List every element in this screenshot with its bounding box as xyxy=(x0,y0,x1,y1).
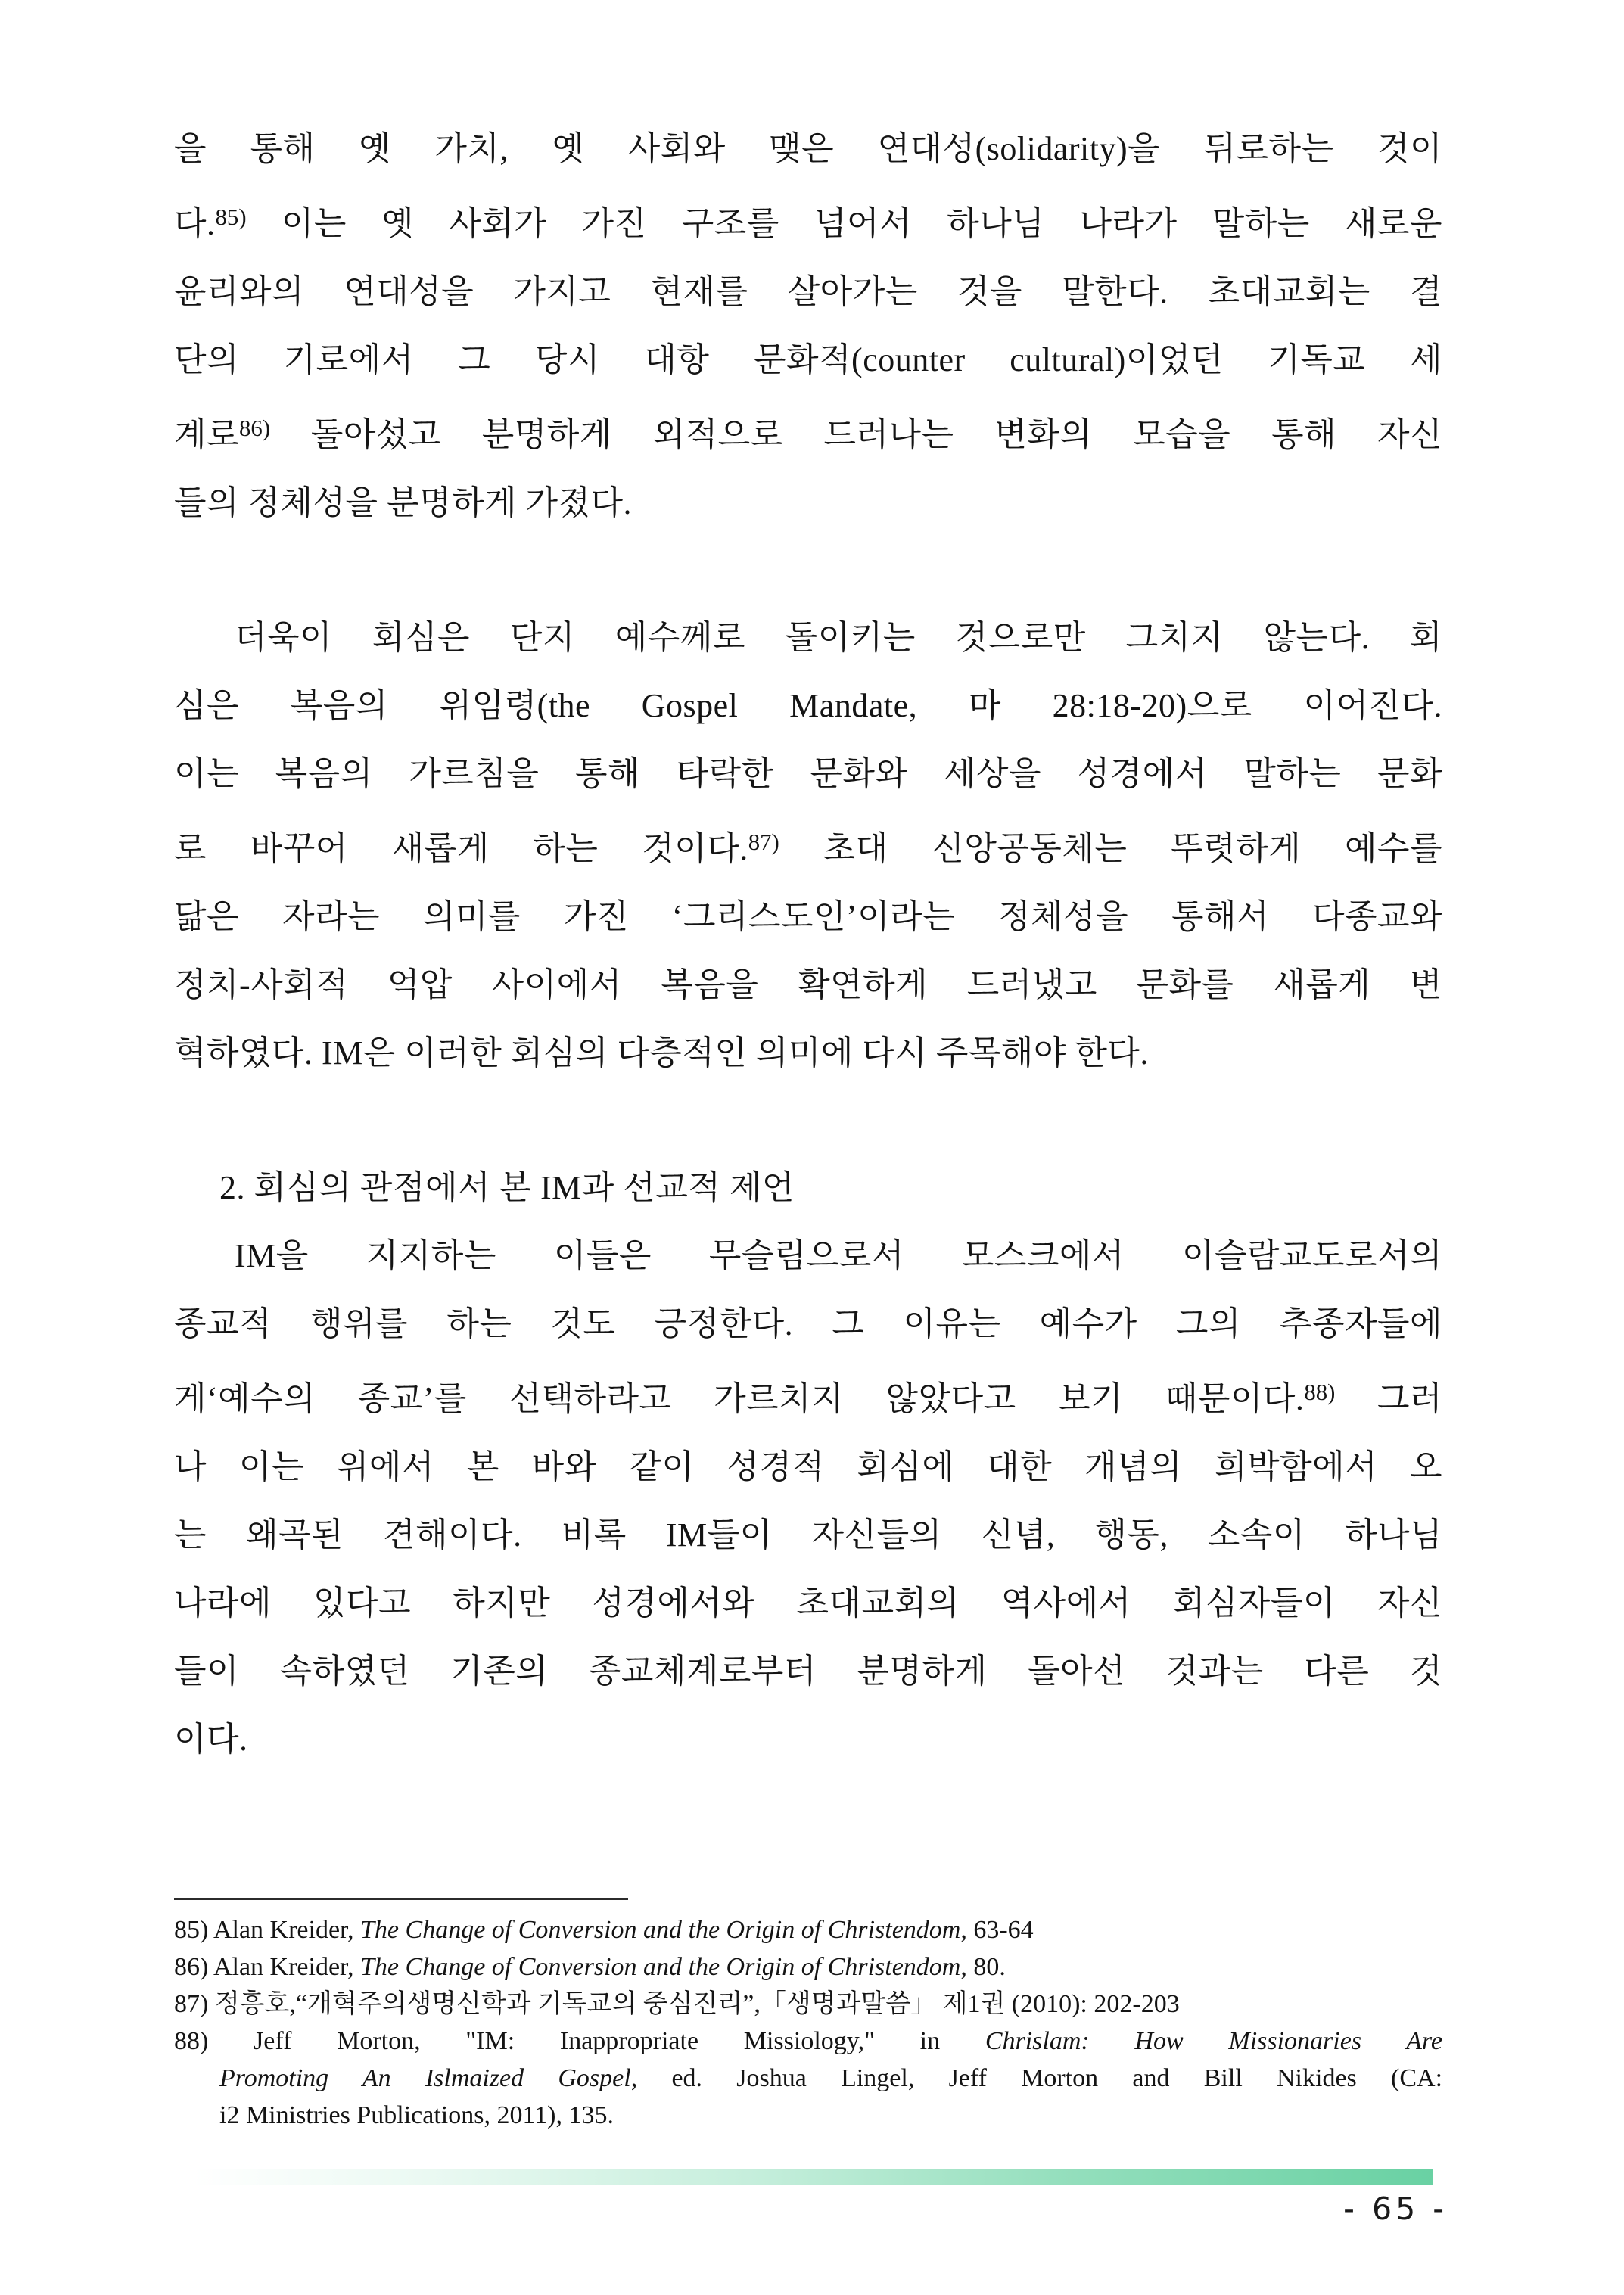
body-text-line xyxy=(174,1637,1442,1706)
text-segment: 닮은 자라는 의미를 가진 ‘그리스도인’이라는 정체성을 통해서 다종교와 xyxy=(174,897,1442,935)
text-segment: 을 통해 옛 가치, 옛 사회와 맺은 연대성(solidarity)을 뒤로하는 것이 xyxy=(174,130,1442,167)
text-segment: 나라에 있다고 하지만 성경에서와 초대교회의 역사에서 회심자들이 자신 xyxy=(174,1584,1442,1622)
text-segment: 심은 복음의 위임령(the Gospel Mandate, 마 28:18-20)으로 이어진다. xyxy=(174,686,1442,724)
text-segment: 로 바꾸어 새롭게 하는 것이다. xyxy=(174,829,748,867)
text-segment: 혁하였다. IM은 이러한 회심의 다층적인 의미에 다시 주목해야 한다. xyxy=(174,1034,1149,1071)
page-number: - 65 - xyxy=(1343,2191,1448,2227)
body-text-line xyxy=(174,808,1442,883)
body-text-line xyxy=(174,1433,1442,1501)
footnote-ref: 88) xyxy=(1304,1379,1336,1405)
body-text-line xyxy=(174,883,1442,951)
text-segment: 계로 xyxy=(174,415,240,453)
body-text-line xyxy=(174,469,1442,537)
body-text-line xyxy=(174,1358,1442,1433)
text-segment: 86) Alan Kreider, xyxy=(174,1953,361,1981)
footnote xyxy=(174,2023,1442,2134)
text-segment: 그러 xyxy=(1335,1379,1443,1417)
footnote-line xyxy=(174,1986,1442,2023)
footer-accent-bar xyxy=(194,2169,1433,2185)
text-segment: i2 Ministries Publications, 2011), 135. xyxy=(219,2101,614,2129)
footnote xyxy=(174,1911,1442,1948)
text-segment: 85) Alan Kreider, xyxy=(174,1916,361,1944)
text-segment: 윤리와의 연대성을 가지고 현재를 살아가는 것을 말한다. 초대교회는 결 xyxy=(174,272,1442,310)
body-text-line xyxy=(174,258,1442,326)
text-segment: 돌아섰고 분명하게 외적으로 드러나는 변화의 모습을 통해 자신 xyxy=(270,415,1442,453)
text-segment: 이는 복음의 가르침을 통해 타락한 문화와 세상을 성경에서 말하는 문화 xyxy=(174,754,1442,792)
paragraph xyxy=(174,1222,1442,1774)
body-text-line xyxy=(174,1501,1442,1569)
text-segment: 2. 회심의 관점에서 본 IM과 선교적 제언 xyxy=(219,1168,795,1206)
body-text-line xyxy=(174,604,1442,672)
footnote-ref: 87) xyxy=(748,829,779,855)
text-segment: , ed. Joshua Lingel, Jeff Morton and Bill Nikides (CA: xyxy=(630,2064,1443,2092)
text-segment: 게‘예수의 종교’를 선택하라고 가르치지 않았다고 보기 때문이다. xyxy=(174,1379,1305,1417)
footnote xyxy=(174,1948,1442,1986)
body-text-line xyxy=(174,1706,1442,1774)
footnote-ref: 86) xyxy=(239,415,271,441)
paragraph xyxy=(174,604,1442,1087)
text-segment: 87) 정흥호,“개혁주의생명신학과 기독교의 중심진리”,「생명과말씀」 제1권 (2010): 202-203 xyxy=(174,1990,1180,2018)
text-segment: 나 이는 위에서 본 바와 같이 성경적 회심에 대한 개념의 희박함에서 오 xyxy=(174,1448,1443,1485)
text-segment: 이다. xyxy=(174,1720,248,1758)
body-text-line xyxy=(174,672,1442,740)
body-text-line xyxy=(174,1019,1442,1087)
text-segment: 들의 정체성을 분명하게 가졌다. xyxy=(174,484,633,521)
section-heading-line xyxy=(174,1154,1442,1222)
body-text-line xyxy=(174,951,1442,1019)
section-heading xyxy=(174,1154,1442,1222)
text-segment: IM을 지지하는 이들은 무슬림으로서 모스크에서 이슬람교도로서의 xyxy=(235,1236,1442,1274)
body-text-line xyxy=(174,1569,1442,1637)
footnote-divider xyxy=(174,1898,628,1900)
body-text-line xyxy=(174,115,1442,183)
text-segment: 이는 옛 사회가 가진 구조를 넘어서 하나님 나라가 말하는 새로운 xyxy=(246,204,1442,242)
text-segment: The Change of Conversion and the Origin of Christendom xyxy=(360,1953,961,1981)
footnote-line xyxy=(174,1948,1442,1986)
text-segment: 다. xyxy=(174,204,216,242)
body-text-line xyxy=(174,394,1442,469)
body-text-line xyxy=(174,1290,1442,1358)
body-text-line xyxy=(174,183,1442,258)
page-body-text xyxy=(174,115,1442,1774)
footnote xyxy=(174,1986,1442,2023)
text-segment: 더욱이 회심은 단지 예수께로 돌이키는 것으로만 그치지 않는다. 회 xyxy=(235,618,1442,656)
footnote-line xyxy=(174,2097,1442,2134)
text-segment: , 63-64 xyxy=(960,1916,1034,1944)
text-segment: 들이 속하였던 기존의 종교체계로부터 분명하게 돌아선 것과는 다른 것 xyxy=(174,1652,1442,1690)
text-segment: 88) Jeff Morton, "IM: Inappropriate Missiology," in xyxy=(174,2027,985,2055)
footnote-line xyxy=(174,2060,1442,2097)
footnote-ref: 85) xyxy=(215,204,247,230)
paragraph xyxy=(174,115,1442,537)
text-segment: Promoting An Islmaized Gospel xyxy=(219,2064,631,2092)
body-text-line xyxy=(174,1222,1442,1290)
text-segment: 종교적 행위를 하는 것도 긍정한다. 그 이유는 예수가 그의 추종자들에 xyxy=(174,1305,1443,1342)
footnote-line xyxy=(174,1911,1442,1948)
text-segment: Chrislam: How Missionaries Are xyxy=(985,2027,1442,2055)
text-segment: 정치-사회적 억압 사이에서 복음을 확연하게 드러냈고 문화를 새롭게 변 xyxy=(174,966,1442,1003)
text-segment: The Change of Conversion and the Origin of Christendom xyxy=(360,1916,961,1944)
text-segment: 초대 신앙공동체는 뚜렷하게 예수를 xyxy=(779,829,1443,867)
body-text-line xyxy=(174,740,1442,808)
footnote-block xyxy=(174,1911,1442,2134)
footnote-line xyxy=(174,2023,1442,2060)
text-segment: 는 왜곡된 견해이다. 비록 IM들이 자신들의 신념, 행동, 소속이 하나님 xyxy=(174,1516,1442,1553)
body-text-line xyxy=(174,326,1442,394)
text-segment: 단의 기로에서 그 당시 대항 문화적(counter cultural)이었던 기독교 세 xyxy=(174,341,1442,378)
text-segment: , 80. xyxy=(960,1953,1006,1981)
